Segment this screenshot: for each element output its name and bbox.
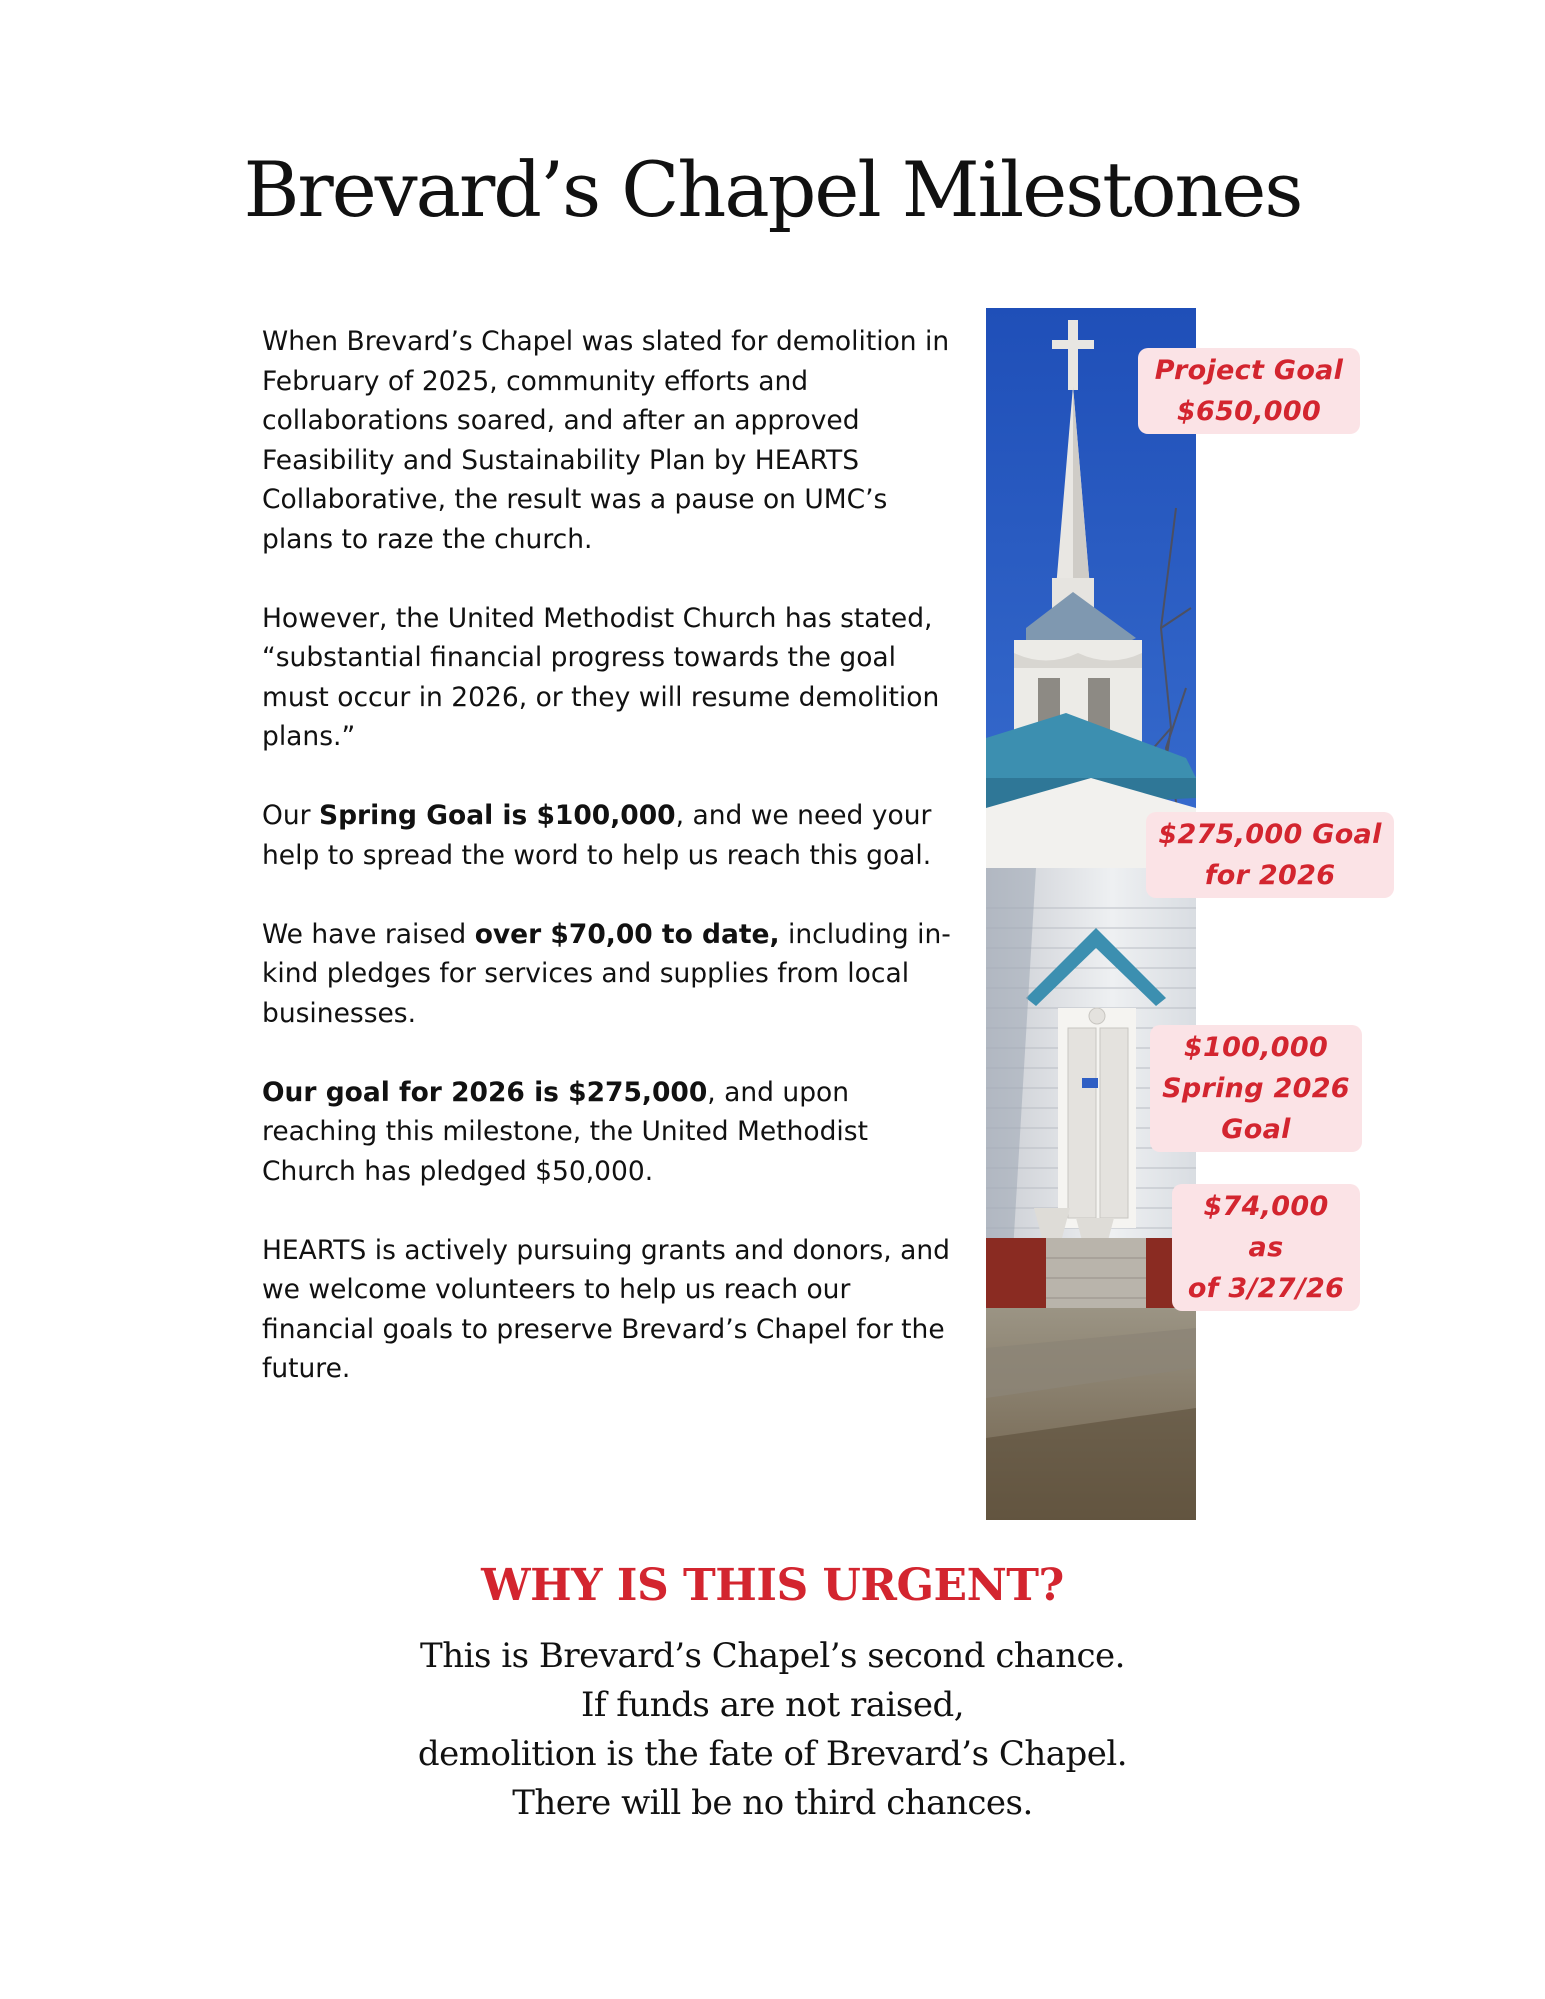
milestone-2026-label: for 2026 xyxy=(1204,860,1336,891)
milestone-project-amount: $650,000 xyxy=(1176,396,1322,427)
milestone-2026-amount: $275,000 Goal xyxy=(1158,819,1382,850)
milestone-current-amount: $74,000 as xyxy=(1203,1191,1329,1263)
spring-goal-prefix: Our xyxy=(262,800,319,831)
paragraph-spring-goal xyxy=(262,796,952,875)
urgent-line-4: There will be no third chances. xyxy=(512,1783,1033,1823)
chapel-illustration xyxy=(986,308,1196,1520)
urgent-heading: WHY IS THIS URGENT? xyxy=(481,1560,1064,1611)
milestone-spring-goal-word: Goal xyxy=(1221,1114,1291,1145)
goal-2026-emphasis: Our goal for 2026 is $275,000 xyxy=(262,1076,708,1108)
body-text xyxy=(262,322,952,1428)
urgent-line-1: This is Brevard’s Chapel’s second chance. xyxy=(420,1636,1125,1676)
raised-prefix: We have raised xyxy=(262,918,475,950)
spring-goal-emphasis: Spring Goal is $100,000 xyxy=(318,800,676,831)
page-title: Brevard’s Chapel Milestones xyxy=(243,145,1302,234)
milestone-2026-goal xyxy=(1146,812,1394,898)
goal-2026-suffix: , and upon reaching this milestone, the United Methodist Church has pledged $50,000. xyxy=(262,1076,868,1187)
milestone-current-raised xyxy=(1172,1184,1360,1311)
raised-emphasis: over $70,00 to date, xyxy=(474,918,780,950)
paragraph-demolition-history: When Brevard’s Chapel was slated for demolition in February of 2025, community efforts and collaborations soared, and after an approved Feasibility and Sustainability Plan by HEARTS Collaborative, the result was a pause on UMC’s plans to raze the church. xyxy=(262,326,950,555)
paragraph-2026-goal xyxy=(262,1073,952,1192)
milestone-spring-goal xyxy=(1150,1025,1362,1152)
chapel-photo xyxy=(986,308,1196,1520)
paragraph-raised-to-date xyxy=(262,915,952,1034)
paragraph-umc-statement: However, the United Methodist Church has stated, “substantial financial progress towards the goal must occur in 2026, or they will resume demolition plans.” xyxy=(262,602,940,752)
milestone-project-goal xyxy=(1138,348,1360,434)
raised-suffix: including in-kind pledges for services and supplies from local businesses. xyxy=(262,918,951,1029)
urgent-line-3: demolition is the fate of Brevard’s Chapel. xyxy=(417,1734,1128,1774)
urgent-message xyxy=(0,1632,1545,1828)
paragraph-hearts-call: HEARTS is actively pursuing grants and donors, and we welcome volunteers to help us reach our financial goals to preserve Brevard’s Chapel for the future. xyxy=(262,1234,950,1384)
spring-goal-suffix: , and we need your help to spread the word to help us reach this goal. xyxy=(262,800,932,871)
milestone-project-label: Project Goal xyxy=(1154,355,1344,386)
milestone-current-date: of 3/27/26 xyxy=(1187,1273,1345,1304)
urgent-line-2: If funds are not raised, xyxy=(580,1685,965,1725)
milestone-spring-amount: $100,000 xyxy=(1183,1032,1329,1063)
milestone-spring-label: Spring 2026 xyxy=(1162,1073,1350,1104)
